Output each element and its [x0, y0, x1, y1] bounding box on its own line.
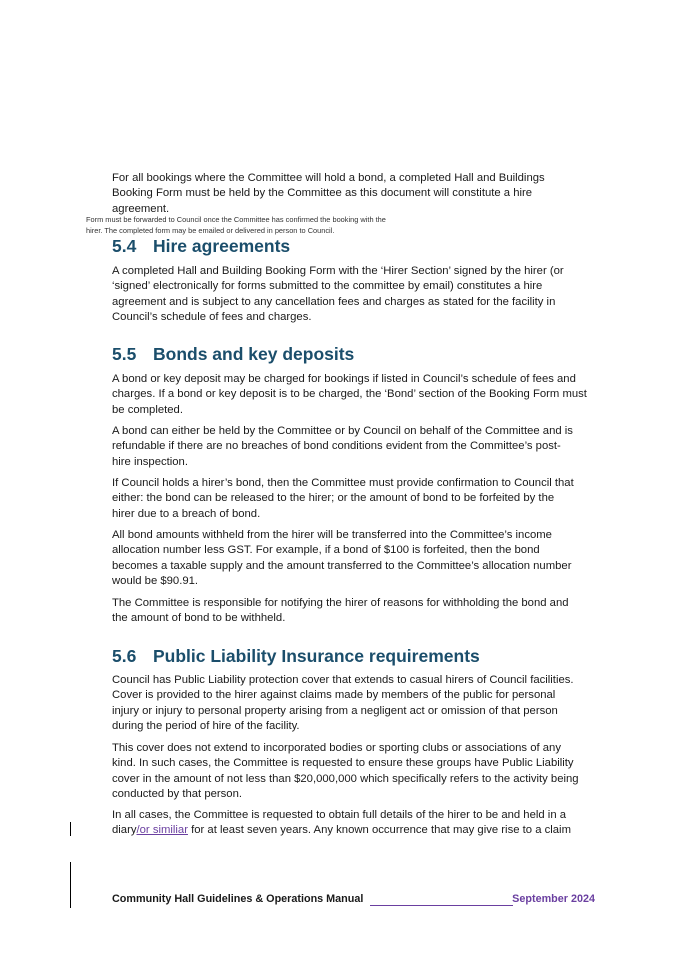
text-line: Council has Public Liability protection cover that extends to casual hirers of Council facilities.: [112, 674, 574, 686]
text-line: The Committee is responsible for notifying the hirer of reasons for withholding the bond and: [112, 597, 569, 609]
text-line: either: the bond can be released to the hirer; or the amount of bond to be forfeited by the: [112, 492, 555, 505]
text-line: during the period of hire of the facility.: [112, 719, 300, 732]
footer-title: Community Hall Guidelines & Operations Manual: [112, 893, 364, 905]
text-line: kind. In such cases, the Committee is requested to ensure these groups have Public Liability: [112, 757, 574, 770]
text-fragment: for at least seven years. Any known occurrence that may give rise to a claim: [187, 824, 571, 837]
text-line: the amount of bond to be withheld.: [112, 612, 286, 625]
section-title: Hire agreements: [153, 236, 291, 256]
bonds-paragraph-4: [112, 528, 594, 589]
footer-date: September 2024: [512, 893, 595, 905]
text-line: injury or injury to personal property arising from a negligent act or omission of that person: [112, 704, 558, 717]
text-line: A bond can either be held by the Committee or by Council on behalf of the Committee and is: [112, 425, 573, 437]
section-title: Bonds and key deposits: [153, 344, 355, 364]
text-line: This cover does not extend to incorporated bodies or sporting clubs or associations of any: [112, 742, 561, 754]
text-line: In all cases, the Committee is requested to obtain full details of the hirer to be and held in a: [112, 809, 567, 821]
heading-hire-agreements: [112, 236, 290, 257]
change-bar: [70, 862, 71, 908]
bonds-paragraph-2: [112, 424, 594, 470]
text-line: ‘signed’ electronically for forms submitted to the committee by email) constitutes a hire: [112, 280, 543, 293]
text-line: agreement and is subject to any cancellation fees and charges as stated for the facility in: [112, 295, 556, 308]
section-title: Public Liability Insurance requirements: [153, 646, 480, 666]
bonds-paragraph-3: [112, 476, 594, 522]
form-note: [86, 214, 466, 236]
bonds-paragraph-1: [112, 372, 594, 418]
bonds-paragraph-5: [112, 596, 594, 627]
page-footer: [112, 893, 595, 909]
intro-paragraph: [112, 171, 594, 217]
liability-paragraph-1: [112, 673, 594, 734]
form-note-line-2: hirer. The completed form may be emailed or delivered in person to Council.: [86, 226, 335, 235]
text-line: hire inspection.: [112, 455, 188, 468]
text-line: would be $90.91.: [112, 574, 199, 587]
intro-line-2: Booking Form must be held by the Committee as this document will constitute a hire: [112, 187, 533, 200]
text-line: If Council holds a hirer’s bond, then the Committee must provide confirmation to Council that: [112, 477, 574, 489]
text-line: All bond amounts withheld from the hirer will be transferred into the Committee’s income: [112, 529, 552, 541]
text-line: Council’s schedule of fees and charges.: [112, 310, 312, 323]
form-note-line-1: Form must be forwarded to Council once the Committee has confirmed the booking with the: [86, 215, 386, 224]
hire-agreements-paragraph: [112, 264, 594, 325]
tracked-change-link[interactable]: /or similiar: [136, 824, 188, 837]
heading-bonds-key-deposits: [112, 344, 354, 365]
liability-paragraph-2: [112, 741, 594, 802]
text-line: charges. If a bond or key deposit is to be charged, the ‘Bond’ section of the Booking Form must: [112, 388, 587, 401]
text-line: A bond or key deposit may be charged for bookings if listed in Council’s schedule of fees and: [112, 373, 576, 385]
section-number: 5.6: [112, 646, 137, 666]
section-number: 5.4: [112, 236, 137, 256]
text-line: becomes a taxable supply and the amount transferred to the Committee’s allocation number: [112, 559, 572, 572]
heading-public-liability: [112, 646, 480, 667]
text-fragment: diary: [112, 824, 137, 837]
intro-line-3: agreement.: [112, 202, 170, 215]
text-line: Cover is provided to the hirer against claims made by members of the public for personal: [112, 689, 556, 702]
footer-rule: [370, 905, 513, 906]
change-bar: [70, 822, 71, 836]
text-line: hirer due to a breach of bond.: [112, 507, 261, 520]
text-line: conducted by that person.: [112, 787, 243, 800]
text-line: allocation number less GST. For example, if a bond of $100 is forfeited, then the bond: [112, 544, 540, 557]
text-line: refundable if there are no breaches of bond conditions evident from the Committee’s post-: [112, 440, 561, 453]
section-number: 5.5: [112, 344, 137, 364]
liability-paragraph-3: [112, 808, 594, 839]
text-line: cover in the amount of not less than $20,000,000 which specifically refers to the activity being: [112, 772, 579, 785]
text-line: A completed Hall and Building Booking Form with the ‘Hirer Section’ signed by the hirer (or: [112, 265, 564, 277]
intro-line-1: For all bookings where the Committee will hold a bond, a completed Hall and Buildings: [112, 172, 545, 184]
text-line: be completed.: [112, 403, 183, 416]
